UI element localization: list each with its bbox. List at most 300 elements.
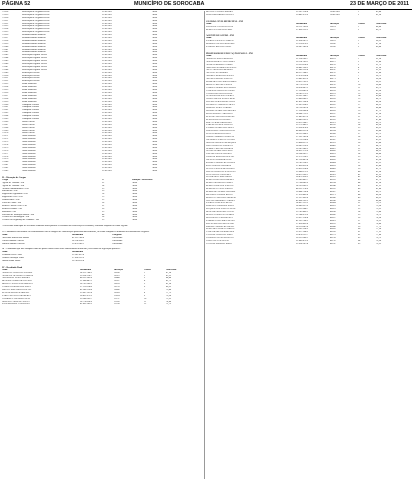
table-cell: Reabastecimento Material — [22, 48, 46, 51]
table-cell: Juliana Prado Souza — [2, 259, 21, 262]
table-cell: 3 — [358, 46, 360, 49]
table-cell: 76,50 — [376, 240, 382, 243]
table-cell: IGOR MENDES CARVALHO — [2, 303, 30, 306]
table-cell: Ativo — [152, 155, 158, 158]
table-cell: SANDRA REGINA FARIA — [206, 46, 232, 49]
table-cell: 24.831.572-6 — [296, 150, 308, 153]
table-cell: 40412 — [330, 147, 336, 150]
table-cell: Convocado — [112, 236, 123, 239]
table-cell: Inscrição — [330, 55, 339, 58]
table-cell: 82,75 — [166, 280, 172, 283]
table-cell: Ativo — [152, 89, 158, 92]
table-row — [2, 243, 202, 246]
table-cell: 7/2557 — [2, 94, 9, 97]
table-cell: Renovação Registro Precos — [22, 60, 47, 63]
table-cell: 29.716.354-0 — [296, 138, 308, 141]
table-cell: 86,75 — [376, 121, 382, 124]
table-cell: 40732 — [330, 240, 336, 243]
table-cell: Ativo — [152, 42, 158, 45]
table-cell: 24 — [102, 184, 105, 187]
table-cell: ELISANGELA DOS REIS — [206, 118, 231, 121]
table-cell: RENATA CRISTINA GOMES — [206, 214, 234, 216]
table-cell: Obras Públicas — [22, 138, 36, 141]
table-cell: 40642 — [330, 214, 336, 216]
table-cell: 53 — [358, 208, 361, 211]
table-cell: 21/03/2011 — [102, 54, 113, 57]
table-cell: Obras Públicas — [22, 143, 36, 146]
table-cell: 21/03/2011 — [102, 60, 113, 63]
table-cell: Obras Públicas — [22, 146, 36, 149]
table-cell: PATRICIA HELENA MOTA — [206, 202, 233, 205]
table-cell: 35 — [102, 187, 105, 190]
table-cell: 36.049.562-3 — [296, 118, 308, 121]
table-cell: 40237 — [330, 95, 336, 98]
table-cell: 46 — [358, 187, 361, 190]
table-cell: Ativo — [152, 112, 158, 115]
table-cell: 79,25 — [376, 208, 382, 211]
table-row — [206, 14, 410, 17]
table-cell: 22 — [358, 118, 361, 121]
table-cell: 92,50 — [376, 57, 382, 60]
table-cell: 7/2534 — [2, 28, 9, 31]
table-cell: CASSIA REGINA DUARTE — [206, 92, 233, 95]
table-cell: 40552 — [330, 187, 336, 190]
table-cell: Ativo — [152, 45, 158, 48]
table-cell: 38.720.381-0 — [296, 107, 308, 110]
table-cell: 30 — [358, 141, 361, 144]
table-cell: Ativo — [132, 184, 138, 187]
table-cell: 84,00 — [376, 153, 382, 156]
table-cell: 40147 — [330, 69, 336, 72]
table-cell: 7/2532 — [2, 22, 9, 25]
table-cell: NATALIA RIBEIRO CORREA — [206, 199, 235, 202]
table-cell: 21/03/2011 — [102, 86, 113, 89]
table-cell: Obras Públicas — [22, 155, 36, 158]
table-cell: BRUNA CRISTINA ALVES — [206, 83, 233, 86]
table-cell: 60 — [358, 228, 361, 231]
table-cell: Ativo — [152, 74, 158, 77]
table-cell: 21/03/2011 — [102, 149, 113, 152]
table-cell: 21/03/2011 — [102, 141, 113, 144]
table-cell: 7/2579 — [2, 158, 9, 161]
table-cell: Farmacêutico - PM — [2, 199, 20, 202]
table-cell: 27.113.654-8 — [80, 286, 92, 289]
table-cell: 51 — [358, 202, 361, 205]
table-cell: Ativo — [152, 86, 158, 89]
table-cell: 76,25 — [376, 242, 382, 245]
table-cell: Ativo — [132, 207, 138, 210]
table-cell: Ativo — [132, 204, 138, 207]
table-cell: 56 — [358, 216, 361, 219]
table-cell: 40586 — [330, 196, 336, 199]
table-cell: 21/03/2011 — [102, 83, 113, 86]
table-cell: Auxiliar Administrativo - PM — [2, 187, 29, 190]
table-cell: 64 — [358, 240, 361, 243]
table-cell: 35 — [102, 210, 105, 213]
table-cell: 7/2559 — [2, 100, 9, 103]
table-cell: GABRIELA TEIXEIRA DIAS — [2, 297, 30, 300]
table-cell: 25.309.481-7 — [296, 179, 308, 182]
table-cell: 39.478.531-7 — [296, 234, 308, 237]
table-cell: 21/03/2011 — [102, 34, 113, 37]
table-cell: 16 — [358, 101, 361, 104]
table-cell: 82,75 — [376, 167, 382, 170]
table-cell: 40747 — [330, 242, 336, 245]
table-cell: 21/03/2011 — [102, 164, 113, 167]
table-cell: Ativo — [132, 210, 138, 213]
table-cell: 19 — [358, 109, 361, 112]
table-cell: 39.613.208-7 — [296, 121, 308, 124]
table-cell: SILVIA REGINA MACHADO — [206, 222, 235, 225]
table-cell: Inscrição — [330, 22, 339, 25]
table-cell: Ativo — [152, 51, 158, 54]
table-cell: 35 — [358, 156, 361, 159]
table-cell: 40321 — [330, 121, 336, 124]
table-cell: 85,25 — [376, 138, 382, 141]
table-cell: CLAUDIA HELENA VIEIRA — [206, 95, 234, 98]
table-cell: 9 — [144, 294, 146, 297]
table-cell: 44 — [358, 182, 361, 185]
table-cell: Ativo — [152, 103, 158, 106]
table-cell: 40657 — [330, 216, 336, 219]
table-cell: ALESSANDRA COSTA LIMA — [206, 60, 235, 63]
table-cell: Ativo — [152, 167, 158, 170]
table-cell: 79,00 — [166, 288, 172, 291]
table-cell: 77,25 — [376, 231, 382, 234]
table-cell: Obras Públicas — [22, 161, 36, 164]
table-cell: 40713 — [330, 234, 336, 237]
table-cell: FRANCISCO DOS SANTOS — [206, 25, 233, 28]
table-cell: 21/03/2011 — [102, 89, 113, 92]
table-cell: Documento — [296, 55, 307, 58]
table-cell: 40604 — [330, 202, 336, 205]
table-cell: 35.783.409-1 — [296, 211, 308, 214]
table-cell: Documento — [296, 22, 307, 25]
table-cell: 11245 — [114, 300, 120, 303]
table-cell: 36 — [358, 159, 361, 162]
table-cell: Ativo — [132, 190, 138, 193]
table-cell: Enfermeiro - PM — [2, 190, 18, 193]
table-cell: 12 — [358, 89, 361, 92]
table-cell: 83,25 — [376, 161, 382, 164]
table-cell: 84,50 — [376, 147, 382, 150]
table-cell: 21/03/2011 — [102, 158, 113, 161]
table-cell: Ativo — [132, 219, 138, 222]
table-cell: 8 — [144, 291, 146, 294]
table-cell: ANDREA MARTINS SOUZA — [206, 75, 234, 78]
table-cell: 21/03/2011 — [102, 11, 113, 13]
table-cell: 40483 — [330, 167, 336, 170]
table-cell: VIVIANE PEREIRA MELO — [206, 242, 233, 245]
table-cell: 40391 — [330, 141, 336, 144]
table-cell: 11 — [358, 86, 361, 89]
table-cell: 33.640.972-5 — [296, 170, 308, 173]
table-cell: MONICA CRISTINA AMARAL — [206, 196, 237, 199]
table-cell: 7/2577 — [2, 152, 9, 155]
table-cell: 10/03/2011 — [330, 11, 341, 13]
section-heading: AGENTE DE SAÚDE - PM — [206, 34, 234, 38]
table-cell: 7/2537 — [2, 37, 9, 40]
table-cell: 90,25 — [376, 40, 382, 43]
table-cell: 90,25 — [376, 81, 382, 84]
table-cell: MARIANA COSTA FARIAS — [206, 187, 233, 190]
table-cell: 54 — [358, 211, 361, 214]
table-cell: Ativo — [152, 37, 158, 40]
table-cell: 24.195.603-2 — [296, 185, 308, 188]
table-cell: 3 — [358, 63, 360, 66]
table-cell: 29 — [102, 190, 105, 193]
table-cell: MICHELE SOARES BRITO — [206, 193, 233, 196]
table-cell: Renovação Registro Precos — [22, 65, 47, 68]
table-cell: 21/03/2011 — [102, 126, 113, 129]
table-cell: 29 — [358, 138, 361, 141]
table-cell: 10633 — [114, 283, 120, 286]
table-cell: 80,75 — [376, 190, 382, 193]
table-cell: Ativo — [152, 71, 158, 74]
table-cell: 40445 — [330, 156, 336, 159]
table-cell: Classif. — [358, 37, 366, 40]
table-cell: 37.592.183-4 — [296, 135, 308, 138]
table-cell: 80,00 — [376, 199, 382, 202]
table-cell: Convocado — [112, 242, 123, 245]
table-cell: 40192 — [330, 83, 336, 86]
table-cell: 17 — [358, 104, 361, 107]
table-cell: 26.207.649-3 — [296, 147, 308, 150]
table-cell: ADRIANA CRISTINA SOARES — [2, 271, 33, 274]
table-row — [206, 29, 410, 32]
table-cell: Diário Oficial — [22, 126, 35, 129]
table-cell: PATRICIA SOUZA CAMPOS — [206, 40, 234, 43]
table-cell: SUELI DE FATIMA CAMPOS — [206, 228, 235, 231]
table-cell: 82,00 — [376, 176, 382, 179]
table-cell: 36.325.986-1 — [296, 237, 308, 240]
table-cell: 7/2531 — [2, 19, 9, 22]
table-cell: 87,50 — [166, 271, 172, 274]
table-row — [206, 243, 410, 246]
table-cell: Renovação Registro Precos — [22, 57, 47, 60]
table-cell: ALINE FERREIRA GOMES — [206, 63, 233, 66]
table-cell: 20227 — [330, 28, 336, 31]
table-cell: Ativo — [152, 63, 158, 66]
table-cell: 37 — [358, 161, 361, 164]
table-cell: Ativo — [132, 199, 138, 202]
table-cell: 7/2541 — [2, 48, 9, 51]
table-cell: 7/2554 — [2, 86, 9, 89]
table-cell: Saúde Materiais — [22, 97, 37, 100]
table-cell: 7/2529 — [2, 13, 9, 16]
right-column — [206, 11, 410, 246]
table-cell: Saúde Materiais — [22, 83, 37, 86]
table-cell: 7/2535 — [2, 31, 9, 34]
table-cell: 7/2576 — [2, 149, 9, 152]
table-cell: 85,50 — [376, 135, 382, 138]
table-cell: 7/2563 — [2, 112, 9, 115]
table-cell: 21/03/2011 — [102, 106, 113, 109]
table-cell: 38.441.296-2 — [296, 66, 308, 69]
table-cell: 7/2545 — [2, 60, 9, 63]
table-cell: 40335 — [330, 124, 336, 127]
table-cell: 6 — [144, 286, 146, 289]
table-cell: Nome — [2, 251, 8, 254]
table-cell: 28.143.572-3 — [296, 92, 308, 95]
table-cell: EDNA MARIA CARVALHO — [206, 112, 233, 115]
table-cell: 34.897.521-3 — [296, 202, 308, 205]
table-cell: Transporte Escolar — [22, 117, 39, 120]
page-header — [0, 0, 412, 9]
table-cell: 21/03/2011 — [102, 109, 113, 112]
table-cell: 2 — [358, 28, 360, 31]
table-cell: 63 — [358, 237, 361, 240]
table-cell: Medicação Diversa — [22, 80, 40, 83]
table-cell: 40676 — [330, 222, 336, 225]
table-cell: JOSIANE MARTINS ROCHA — [206, 156, 235, 159]
table-cell: Ativo — [152, 129, 158, 132]
table-cell: 33 — [358, 150, 361, 153]
table-cell: 40478 — [330, 164, 336, 167]
table-cell: 80,25 — [166, 286, 172, 289]
table-cell: 23.917.264-3 — [296, 231, 308, 234]
table-cell: 27.906.125-8 — [296, 69, 308, 72]
table-cell: Saúde Materiais — [22, 86, 37, 89]
table-cell: 7/2575 — [2, 146, 9, 149]
table-cell: 21/03/2011 — [102, 146, 113, 149]
table-cell: 10918 — [114, 291, 120, 294]
table-cell: 10 — [144, 297, 147, 300]
table-cell: Nota Final — [376, 37, 387, 40]
table-cell: Ativo — [152, 120, 158, 123]
table-cell: 40368 — [330, 133, 336, 136]
table-cell: 88,00 — [376, 25, 382, 28]
table-cell: 62 — [358, 234, 361, 237]
table-cell: Engenheiro Agrônomo - PM — [2, 193, 28, 196]
table-cell: 21/03/2011 — [102, 120, 113, 123]
table-cell: 21 — [358, 115, 361, 118]
table-cell: 39.208.563-7 — [80, 297, 92, 300]
table-cell: Médico Pediatra - PM — [2, 207, 22, 210]
table-cell: ERICA VIEIRA MENEZES — [206, 121, 232, 124]
table-cell: 11358 — [114, 303, 120, 306]
table-cell: 86,50 — [376, 124, 382, 127]
table-cell: 10 — [358, 83, 361, 86]
table-cell: 91,25 — [376, 69, 382, 72]
table-cell: Ativo — [152, 65, 158, 68]
table-cell: 38 — [358, 164, 361, 167]
table-cell: 40115 — [330, 60, 336, 63]
table-cell: 1 — [358, 11, 360, 13]
table-cell: 7/2540 — [2, 45, 9, 48]
table-cell: Documento — [296, 37, 307, 40]
section-heading: IV - Resultado Final — [2, 265, 23, 269]
table-cell: Medicação Diversa — [22, 74, 40, 77]
table-cell: Ativo — [152, 57, 158, 60]
table-cell: REGIANE MARTINS COSTA — [206, 211, 235, 214]
publication-title: MUNICÍPIO DE SOROCABA — [134, 1, 205, 7]
table-cell: 11137 — [114, 297, 120, 300]
table-cell: 21/03/2011 — [102, 13, 113, 16]
table-cell: 32.104.875-6 — [296, 214, 308, 216]
table-cell: 7/2583 — [2, 169, 9, 172]
table-cell: 89,75 — [376, 86, 382, 89]
table-row — [2, 219, 202, 222]
table-cell: Ativo — [152, 31, 158, 34]
table-cell: 40515 — [330, 176, 336, 179]
table-cell: Ativo — [152, 146, 158, 149]
table-cell: 90,50 — [376, 78, 382, 81]
table-cell: FATIMA APARECIDA SILVA — [206, 127, 234, 130]
table-cell: 77,00 — [376, 234, 382, 237]
table-cell: 7 — [144, 288, 146, 291]
table-cell: 18 — [102, 193, 105, 196]
table-row — [206, 46, 410, 49]
table-cell: 21/03/2011 — [102, 65, 113, 68]
table-cell: 40426 — [330, 150, 336, 153]
table-cell: Ativo — [152, 83, 158, 86]
table-cell: 7/2533 — [2, 25, 9, 28]
table-cell: Ativo — [152, 39, 158, 42]
table-cell: Ativo — [132, 187, 138, 190]
table-cell: 7/2573 — [2, 141, 9, 144]
table-cell: Ativo — [152, 100, 158, 103]
table-cell: VERA LUCIA SANTOS — [206, 240, 229, 243]
paragraph: A Secretaria Municipal de Recursos Humanos torna público o resultado das convocações realizadas, conforme disposto no edital vigente. — [2, 225, 129, 228]
table-cell: 81,50 — [376, 182, 382, 185]
table-cell: 3 — [144, 277, 146, 280]
table-cell: 49 — [358, 196, 361, 199]
table-cell: 30.451.872-5 — [80, 294, 92, 297]
table-cell: 40661 — [330, 219, 336, 222]
table-cell: 40497 — [330, 170, 336, 173]
table-cell: Obras Públicas — [22, 158, 36, 161]
table-cell: 39 — [358, 167, 361, 170]
table-cell: 26 — [358, 130, 361, 133]
table-cell: 33.954.207-4 — [296, 242, 308, 245]
table-cell: 40256 — [330, 101, 336, 104]
table-cell: 21/03/2011 — [102, 112, 113, 115]
table-cell: 31.908.447-1 — [80, 280, 92, 283]
table-cell: 1 — [358, 25, 360, 28]
table-cell: 21/03/2011 — [102, 63, 113, 66]
table-cell: 29.553.018-6 — [296, 63, 308, 66]
table-cell: 81,75 — [376, 179, 382, 182]
table-cell: 7/2569 — [2, 129, 9, 132]
table-cell: Ativo — [152, 25, 158, 28]
table-cell: 86,75 — [376, 28, 382, 31]
table-cell: 77,50 — [376, 228, 382, 231]
table-cell: Agente de Trânsito - PM — [2, 184, 25, 187]
table-cell: 75,25 — [166, 297, 172, 300]
table-cell: 89,00 — [376, 95, 382, 98]
table-cell: 39.025.763-5 — [296, 81, 308, 84]
table-cell: 15 — [358, 98, 361, 101]
table-cell: Reabastecimento Material — [22, 39, 46, 42]
table-cell: Ativo — [132, 196, 138, 199]
table-cell: 91,00 — [376, 72, 382, 75]
table-cell: GRAZIELA SANTOS CUNHA — [206, 138, 235, 141]
table-cell: 40619 — [330, 205, 336, 208]
table-cell: Ativo — [152, 80, 158, 83]
table-cell: 7/2546 — [2, 63, 9, 66]
table-cell: 85,75 — [376, 133, 382, 136]
table-cell: 7/2578 — [2, 155, 9, 158]
table-cell: 50 — [358, 199, 361, 202]
table-cell: FABIANA LOPES ARAUJO — [206, 124, 233, 127]
table-cell: 38.114.206-5 — [72, 239, 84, 242]
table-cell: 13 — [358, 92, 361, 95]
table-cell: 83,75 — [376, 156, 382, 159]
table-cell: Obras Públicas — [22, 169, 36, 172]
table-cell: 28 — [358, 135, 361, 138]
table-cell: 40166 — [330, 75, 336, 78]
